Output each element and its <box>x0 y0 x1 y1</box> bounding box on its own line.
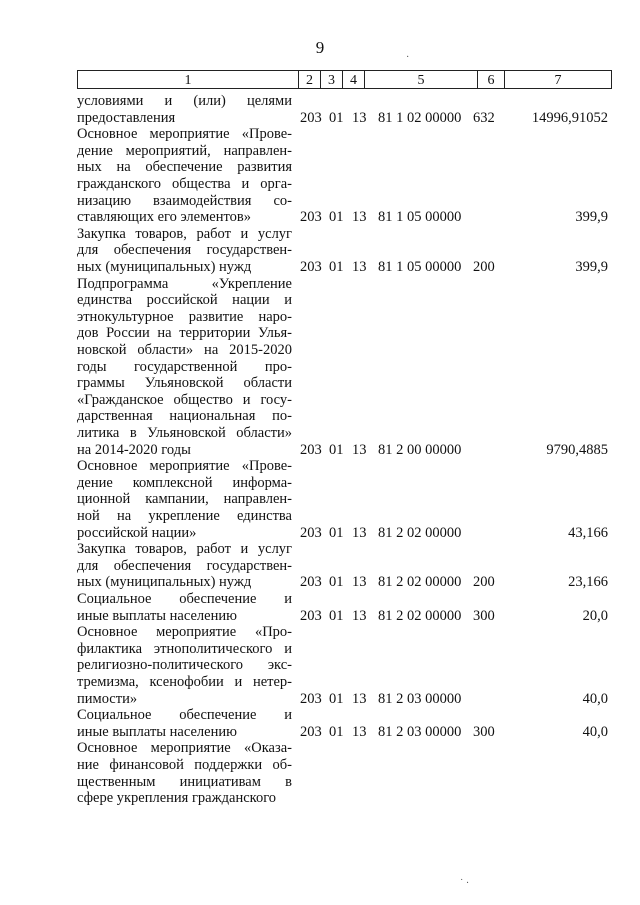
description-line: иные выплаты населению <box>77 723 237 740</box>
row-c5: 81 1 05 00000 <box>378 209 462 226</box>
row-description <box>77 740 292 806</box>
description-line: граммы Ульяновской области <box>77 375 292 392</box>
row-c2: 203 <box>300 690 322 707</box>
header-col-2: 2 <box>298 70 320 89</box>
row-c4: 13 <box>352 690 367 707</box>
row-c5: 81 2 03 00000 <box>378 723 462 740</box>
row-description <box>77 458 292 541</box>
row-c2: 203 <box>300 209 322 226</box>
row-amount: 20,0 <box>582 607 608 624</box>
description-line: филактика этнополитического и <box>77 640 292 657</box>
description-line: дов России на территории Улья- <box>77 325 292 342</box>
header-col-5: 5 <box>364 70 477 89</box>
row-c3: 01 <box>329 109 344 126</box>
row-amount: 40,0 <box>582 690 608 707</box>
description-line: ние финансовой поддержки об- <box>77 756 292 773</box>
page-number: 9 <box>315 38 325 57</box>
row-amount: 14996,91052 <box>531 109 608 126</box>
header-col-7: 7 <box>504 70 612 89</box>
row-description <box>77 591 292 624</box>
row-c6: 200 <box>473 574 495 591</box>
description-line: для обеспечения государствен- <box>77 242 292 259</box>
row-description <box>77 226 292 276</box>
row-c5: 81 2 03 00000 <box>378 690 462 707</box>
description-line: единства российской нации и <box>77 292 292 309</box>
row-amount: 23,166 <box>568 574 608 591</box>
row-description <box>77 624 292 707</box>
row-description <box>77 93 292 126</box>
description-line: для обеспечения государствен- <box>77 557 292 574</box>
header-col-4: 4 <box>342 70 364 89</box>
description-line: ставляющих его элементов» <box>77 209 251 226</box>
description-line: дение комплексной информа- <box>77 474 292 491</box>
description-line: религиозно-политического экс- <box>77 657 292 674</box>
row-c4: 13 <box>352 259 367 275</box>
description-line: дарственная национальная по- <box>77 408 292 425</box>
description-line: Социальное обеспечение и <box>77 591 292 607</box>
header-col-6: 6 <box>477 70 504 89</box>
row-c3: 01 <box>329 441 344 458</box>
row-c5: 81 2 02 00000 <box>378 524 462 541</box>
description-line: «Гражданское общество и госу- <box>77 391 292 408</box>
row-description <box>77 126 292 226</box>
row-c4: 13 <box>352 209 367 226</box>
row-c4: 13 <box>352 109 367 126</box>
row-c2: 203 <box>300 574 322 591</box>
row-c5: 81 2 00 00000 <box>378 441 462 458</box>
row-description <box>77 707 292 740</box>
row-c5: 81 2 02 00000 <box>378 607 462 624</box>
description-line: иные выплаты населению <box>77 607 237 624</box>
scan-speck: ˙ · <box>460 878 470 889</box>
description-line: условиями и (или) целями <box>77 93 292 109</box>
description-line: предоставления <box>77 109 176 126</box>
row-c4: 13 <box>352 524 367 541</box>
row-amount: 9790,4885 <box>546 441 608 458</box>
description-line: Основное мероприятие «Про- <box>77 624 292 641</box>
description-line: ных (муниципальных) нужд <box>77 574 252 591</box>
row-c4: 13 <box>352 441 367 458</box>
row-c4: 13 <box>352 723 367 740</box>
row-c6: 300 <box>473 723 495 740</box>
description-line: ных (муниципальных) нужд <box>77 258 252 275</box>
description-line: годы государственной про- <box>77 358 292 375</box>
row-c4: 13 <box>352 574 367 591</box>
row-c6: 200 <box>473 259 495 275</box>
row-c5: 81 1 05 00000 <box>378 259 462 275</box>
description-line: Основное мероприятие «Прове- <box>77 126 292 143</box>
description-line: литика в Ульяновской области» <box>77 424 292 441</box>
description-line: гражданского общества и орга- <box>77 175 292 192</box>
row-c2: 203 <box>300 441 322 458</box>
row-c3: 01 <box>329 259 344 275</box>
row-description <box>77 541 292 591</box>
row-c6: 300 <box>473 607 495 624</box>
row-c5: 81 1 02 00000 <box>378 109 462 126</box>
row-c3: 01 <box>329 723 344 740</box>
row-c6: 632 <box>473 109 495 126</box>
row-amount: 399,9 <box>575 209 608 226</box>
row-c2: 203 <box>300 524 322 541</box>
description-line: тремизма, ксенофобии и нетер- <box>77 673 292 690</box>
row-c3: 01 <box>329 607 344 624</box>
row-c4: 13 <box>352 607 367 624</box>
description-line: новской области» на 2015-2020 <box>77 341 292 358</box>
row-amount: 43,166 <box>568 524 608 541</box>
description-line: российской нации» <box>77 524 197 541</box>
description-line: Основное мероприятие «Оказа- <box>77 740 292 757</box>
description-line: Социальное обеспечение и <box>77 707 292 724</box>
header-col-1: 1 <box>77 70 298 89</box>
description-line: Подпрограмма «Укрепление <box>77 275 292 292</box>
description-line: ных на обеспечение развития <box>77 159 292 176</box>
row-c3: 01 <box>329 209 344 226</box>
row-c2: 203 <box>300 607 322 624</box>
row-c5: 81 2 02 00000 <box>378 574 462 591</box>
description-line: щественным инициативам в <box>77 773 292 790</box>
description-line: Основное мероприятие «Прове- <box>77 458 292 475</box>
row-description <box>77 276 292 459</box>
description-line: дение мероприятий, направлен- <box>77 142 292 159</box>
row-amount: 40,0 <box>582 723 608 740</box>
description-line: ционной кампании, направлен- <box>77 491 292 508</box>
row-c2: 203 <box>300 259 322 275</box>
header-col-3: 3 <box>320 70 342 89</box>
description-line: на 2014-2020 годы <box>77 441 191 458</box>
description-line: этнокультурное развитие наро- <box>77 308 292 325</box>
description-line: сфере укрепления гражданского <box>77 790 277 807</box>
description-line: пимости» <box>77 690 138 707</box>
description-line: низацию взаимодействия со- <box>77 192 292 209</box>
description-line: Закупка товаров, работ и услуг <box>77 541 292 558</box>
row-c3: 01 <box>329 690 344 707</box>
row-c2: 203 <box>300 723 322 740</box>
description-line: ной на укрепление единства <box>77 507 292 524</box>
row-c2: 203 <box>300 109 322 126</box>
row-c3: 01 <box>329 574 344 591</box>
row-amount: 399,9 <box>575 259 608 275</box>
description-line: Закупка товаров, работ и услуг <box>77 225 292 242</box>
row-c3: 01 <box>329 524 344 541</box>
scan-speck: · <box>406 52 410 63</box>
